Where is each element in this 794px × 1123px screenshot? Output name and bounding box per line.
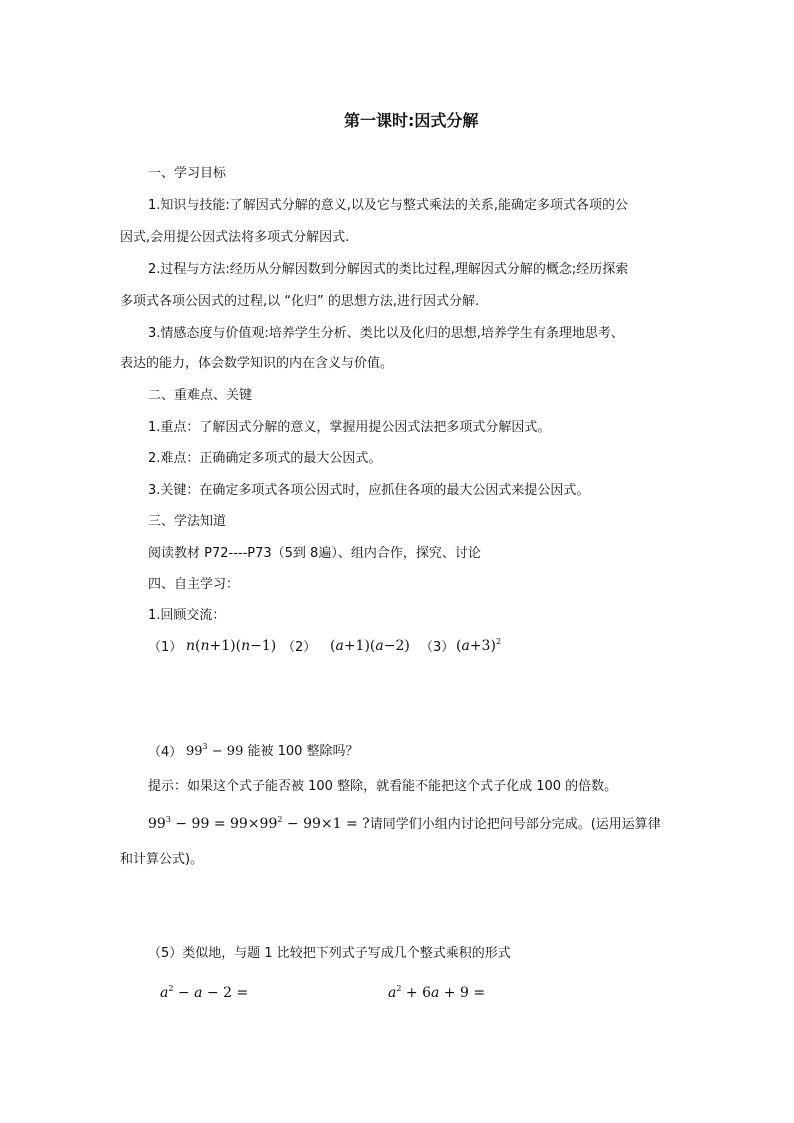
- section-heading-study-method: 三、学法知道: [148, 514, 227, 529]
- paragraph-line: 多项式各项公因式的过程,以 “化归” 的思想方法,进行因式分解.: [120, 294, 480, 309]
- question-label: （3）: [420, 640, 455, 655]
- question-text: 能被 100 整除吗？: [247, 744, 359, 759]
- paragraph-line: 阅读教材 P72----P73（5到 8遍）、组内合作，探究、讨论: [148, 546, 481, 561]
- formula: $a^2 - a - 2$ =: [160, 984, 249, 1001]
- calc-text: 请同学们小组内讨论把问号部分完成。(运用运算律: [369, 817, 661, 832]
- paragraph-line: 3.关键：在确定多项式各项公因式时，应抓住各项的最大公因式来提公因式。: [148, 483, 590, 498]
- hint-line: 提示：如果这个式子能否被 100 整除，就看能不能把这个式子化成 100 的倍数。: [148, 779, 618, 794]
- paragraph-line: 1.知识与技能:了解因式分解的意义,以及它与整式乘法的关系,能确定多项式各项的公: [148, 198, 629, 213]
- paragraph-line: 2.过程与方法:经历从分解因数到分解因式的类比过程,理解因式分解的概念;经历探索: [148, 262, 629, 277]
- paragraph-line: 因式,会用提公因式法将多项式分解因式.: [120, 230, 350, 245]
- formula: n(n+1)(n−1): [186, 638, 277, 654]
- formula: (a+1)(a−2): [330, 638, 410, 654]
- question-line: （5）类似地，与题 1 比较把下列式子写成几个整式乘积的形式: [148, 946, 511, 961]
- question-label: （2）: [282, 640, 317, 655]
- section-heading-goals: 一、学习目标: [148, 166, 227, 181]
- calc-line: $99^3 - 99 = 99\times 99^2 - 99\times 1$ = ?请同学们小组内讨论把问号部分完成。(运用运算律: [148, 815, 661, 832]
- page-title: 第一课时:因式分解: [344, 111, 479, 130]
- formula: $(a+3)^2$: [456, 637, 502, 654]
- paragraph-line: 1.重点：了解因式分解的意义，掌握用提公因式法把多项式分解因式。: [148, 420, 551, 435]
- paragraph-line: 2.难点：正确确定多项式的最大公因式。: [148, 451, 382, 466]
- paragraph-line: 表达的能力，体会数学知识的内在含义与价值。: [120, 356, 394, 371]
- question-line: $99^3 - 99$ 能被 100 整除吗？: [186, 742, 359, 759]
- section-heading-self-study: 四、自主学习：: [148, 577, 240, 592]
- paragraph-line: 3.情感态度与价值观:培养学生分析、类比以及化归的思想,培养学生有条理地思考、: [148, 326, 624, 341]
- paragraph-line: 和计算公式)。: [120, 852, 204, 867]
- paragraph-line: 1.回顾交流：: [148, 608, 226, 623]
- formula: $a^2 + 6a + 9$ =: [388, 984, 486, 1001]
- question-label: （4）: [148, 745, 183, 760]
- section-heading-key-points: 二、重难点、关键: [148, 388, 253, 403]
- question-label: （1）: [148, 640, 183, 655]
